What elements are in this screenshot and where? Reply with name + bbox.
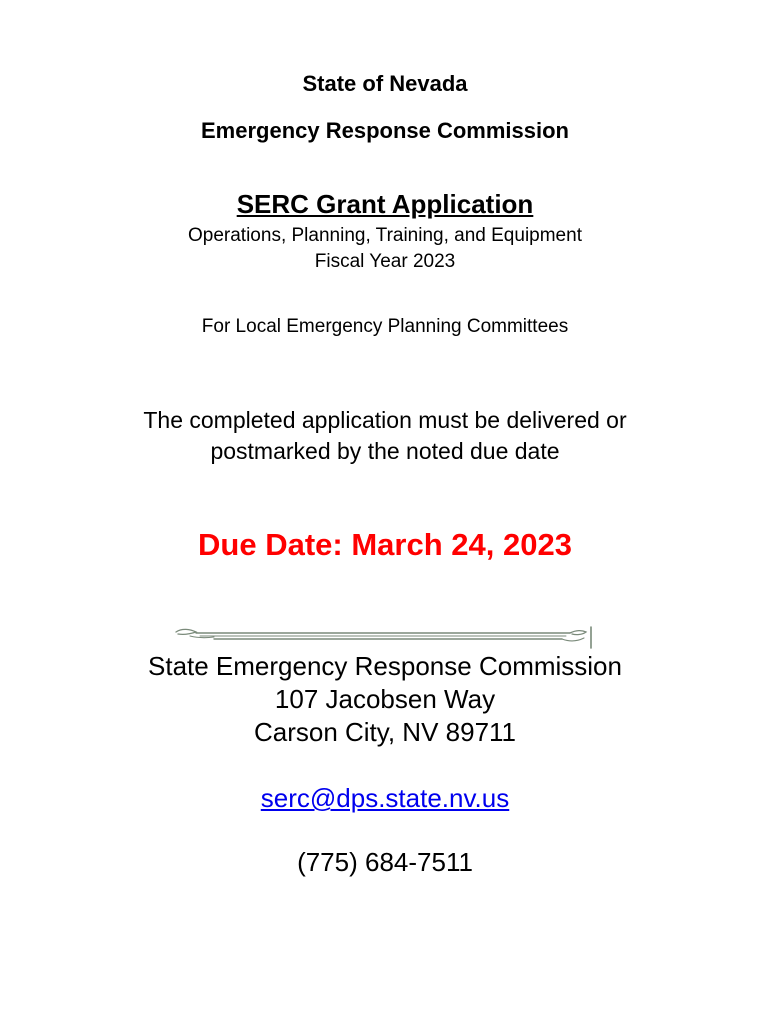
contact-city-state-zip: Carson City, NV 89711 [253, 717, 517, 747]
application-title: SERC Grant Application [236, 189, 534, 219]
contact-organization: State Emergency Response Commission [148, 651, 622, 681]
email-link[interactable]: serc@dps.state.nv.us [260, 783, 510, 813]
fiscal-year: Fiscal Year 2023 [314, 251, 456, 272]
contact-email-row [0, 783, 770, 814]
application-subtitle: Operations, Planning, Training, and Equipment [188, 225, 582, 246]
instruction-line-2: postmarked by the noted due date [210, 438, 560, 464]
contact-street: 107 Jacobsen Way [274, 684, 496, 714]
commission-heading: Emergency Response Commission [200, 118, 569, 143]
ornamental-divider-icon [170, 624, 600, 650]
contact-phone: (775) 684-7511 [297, 847, 473, 877]
state-heading: State of Nevada [302, 71, 468, 96]
audience-line: For Local Emergency Planning Committees [201, 316, 569, 337]
instruction-line-1: The completed application must be delivered or [143, 407, 627, 433]
due-date: Due Date: March 24, 2023 [198, 527, 572, 562]
